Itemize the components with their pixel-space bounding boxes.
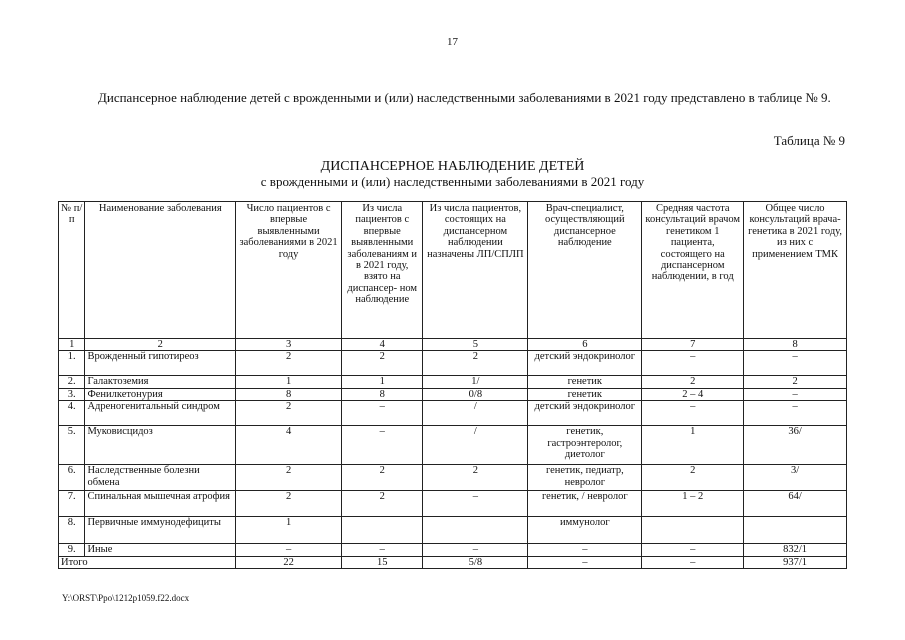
column-number: 5	[423, 339, 528, 351]
table-title-line2: с врожденными и (или) наследственными заболеваниями в 2021 году	[260, 174, 645, 189]
row-number: 5.	[59, 426, 85, 465]
intro-paragraph: Диспансерное наблюдение детей с врожденными и (или) наследственными заболеваниями в 2021 году представлено в таблице № 9.	[98, 90, 831, 105]
column-number-row	[59, 339, 847, 351]
column-number: 6	[528, 339, 642, 351]
specialist: –	[528, 544, 642, 556]
taken-on-observation: 2	[342, 491, 423, 517]
taken-on-observation	[342, 517, 423, 544]
disease-name: Наследственные болезни обмена	[85, 465, 236, 491]
specialist: генетик	[528, 388, 642, 400]
table-row	[59, 388, 847, 400]
drugs-prescribed: 2	[423, 351, 528, 376]
table-header-row	[59, 202, 847, 339]
disease-name: Фенилкетонурия	[85, 388, 236, 400]
total-label: Итого	[59, 556, 236, 568]
row-number: 1.	[59, 351, 85, 376]
total-consults: 937/1	[744, 556, 847, 568]
drugs-prescribed	[423, 517, 528, 544]
drugs-prescribed: /	[423, 401, 528, 426]
table-title-line1: ДИСПАНСЕРНОЕ НАБЛЮДЕНИЕ ДЕТЕЙ	[320, 159, 585, 174]
row-number: 4.	[59, 401, 85, 426]
specialist: генетик, педиатр, невролог	[528, 465, 642, 491]
consult-total: 2	[744, 376, 847, 388]
column-number: 8	[744, 339, 847, 351]
drugs-prescribed: 0/8	[423, 388, 528, 400]
specialist: генетик	[528, 376, 642, 388]
column-number: 1	[59, 339, 85, 351]
consult-frequency: 1	[642, 426, 744, 465]
header-cell: Врач-специалист, осуществляющий диспансерное наблюдение	[528, 202, 642, 339]
row-number: 6.	[59, 465, 85, 491]
new-patients: 1	[236, 517, 342, 544]
consult-total: –	[744, 388, 847, 400]
specialist: генетик, гастроэнтеролог, диетолог	[528, 426, 642, 465]
table-row	[59, 465, 847, 491]
taken-on-observation: –	[342, 426, 423, 465]
drugs-prescribed: /	[423, 426, 528, 465]
consult-frequency: –	[642, 351, 744, 376]
new-patients: 2	[236, 351, 342, 376]
drugs-prescribed: 2	[423, 465, 528, 491]
disease-name: Муковисцидоз	[85, 426, 236, 465]
dispensary-table	[58, 201, 847, 569]
table-title	[0, 159, 905, 189]
taken-on-observation: 8	[342, 388, 423, 400]
disease-name: Галактоземия	[85, 376, 236, 388]
consult-frequency: 1 – 2	[642, 491, 744, 517]
header-cell: Средняя частота консультаций врачом генетиком 1 пациента, состоящего на диспансерном наблюдении, в год	[642, 202, 744, 339]
new-patients: 2	[236, 401, 342, 426]
drugs-prescribed: –	[423, 544, 528, 556]
column-number: 2	[85, 339, 236, 351]
header-cell: Число пациентов с впервые выявленными заболеваниями в 2021 году	[236, 202, 342, 339]
header-cell: Из числа пациентов, состоящих на диспансерном наблюдении назначены ЛП/СПЛП	[423, 202, 528, 339]
header-cell: Из числа пациентов с впервые выявленными заболеваниям и в 2021 году, взято на диспансер- ном наблюдение	[342, 202, 423, 339]
specialist: детский эндокринолог	[528, 401, 642, 426]
consult-total	[744, 517, 847, 544]
total-taken: 15	[342, 556, 423, 568]
new-patients: –	[236, 544, 342, 556]
specialist: иммунолог	[528, 517, 642, 544]
table-row	[59, 401, 847, 426]
column-number: 7	[642, 339, 744, 351]
total-freq: –	[642, 556, 744, 568]
consult-total: 3/	[744, 465, 847, 491]
taken-on-observation: –	[342, 544, 423, 556]
disease-name: Адреногенитальный синдром	[85, 401, 236, 426]
table-row	[59, 544, 847, 556]
file-path-footer: Y:\ORST\Ppo\1212p1059.f22.docx	[62, 593, 190, 603]
consult-frequency	[642, 517, 744, 544]
consult-total: –	[744, 351, 847, 376]
drugs-prescribed: –	[423, 491, 528, 517]
new-patients: 8	[236, 388, 342, 400]
specialist: генетик, / невролог	[528, 491, 642, 517]
taken-on-observation: 2	[342, 351, 423, 376]
page-number: 17	[447, 36, 458, 48]
header-cell: Общее число консультаций врача-генетика в 2021 году, из них с применением ТМК	[744, 202, 847, 339]
table-row	[59, 426, 847, 465]
consult-frequency: 2	[642, 465, 744, 491]
consult-frequency: 2	[642, 376, 744, 388]
consult-frequency: –	[642, 544, 744, 556]
total-doctor: –	[528, 556, 642, 568]
column-number: 4	[342, 339, 423, 351]
header-cell: Наименование заболевания	[85, 202, 236, 339]
consult-total: 36/	[744, 426, 847, 465]
table-row	[59, 351, 847, 376]
total-new: 22	[236, 556, 342, 568]
drugs-prescribed: 1/	[423, 376, 528, 388]
taken-on-observation: 2	[342, 465, 423, 491]
row-number: 7.	[59, 491, 85, 517]
table-row	[59, 376, 847, 388]
total-drugs: 5/8	[423, 556, 528, 568]
row-number: 9.	[59, 544, 85, 556]
consult-total: 64/	[744, 491, 847, 517]
column-number: 3	[236, 339, 342, 351]
consult-frequency: –	[642, 401, 744, 426]
consult-total: 832/1	[744, 544, 847, 556]
row-number: 8.	[59, 517, 85, 544]
disease-name: Первичные иммунодефициты	[85, 517, 236, 544]
new-patients: 1	[236, 376, 342, 388]
table-row	[59, 517, 847, 544]
table-row	[59, 491, 847, 517]
new-patients: 2	[236, 465, 342, 491]
consult-total: –	[744, 401, 847, 426]
disease-name: Спинальная мышечная атрофия	[85, 491, 236, 517]
specialist: детский эндокринолог	[528, 351, 642, 376]
table-label: Таблица № 9	[773, 133, 845, 148]
total-row	[59, 556, 847, 568]
disease-name: Врожденный гипотиреоз	[85, 351, 236, 376]
new-patients: 4	[236, 426, 342, 465]
row-number: 3.	[59, 388, 85, 400]
header-cell: № п/п	[59, 202, 85, 339]
new-patients: 2	[236, 491, 342, 517]
disease-name: Иные	[85, 544, 236, 556]
consult-frequency: 2 – 4	[642, 388, 744, 400]
taken-on-observation: –	[342, 401, 423, 426]
row-number: 2.	[59, 376, 85, 388]
taken-on-observation: 1	[342, 376, 423, 388]
